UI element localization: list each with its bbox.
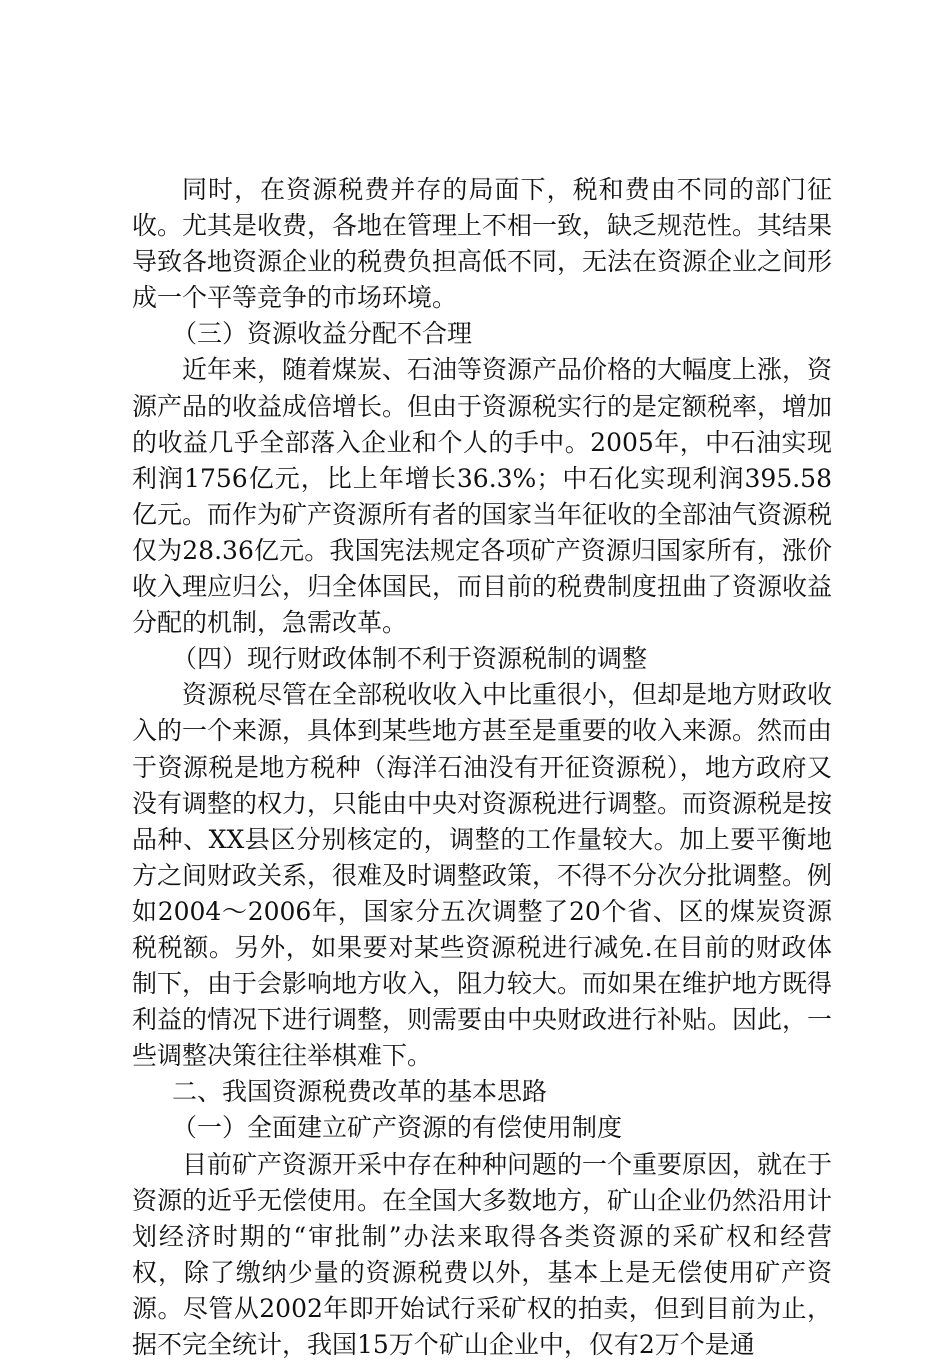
section-heading-fiscal-system: （四）现行财政体制不利于资源税制的调整 — [172, 644, 648, 674]
chapter-heading-reform-ideas: 二、我国资源税费改革的基本思路 — [172, 1077, 548, 1107]
paragraph-revenue-distribution: 近年来，随着煤炭、石油等资源产品价格的大幅度上涨，资源产品的收益成倍增长。但由于资源税实行的是定额税率，增加的收益几乎全部落入企业和个人的手中。2005年，中石油实现利润1756亿元，比上年增长36.3%；中石化实现利润395.58亿元。而作为矿产资源所有者的国家当年征收的全部油气资源税仅为28.36亿元。我国宪法规定各项矿产资源归国家所有，涨价收入理应归公，归全体国民，而目前的税费制度扭曲了资源收益分配的机制，急需改革。 — [132, 355, 833, 638]
paragraph-tax-fee-coexistence: 同时，在资源税费并存的局面下，税和费由不同的部门征收。尤其是收费，各地在管理上不相一致，缺乏规范性。其结果导致各地资源企业的税费负担高低不同，无法在资源企业之间形成一个平等竞争的市场环境。 — [132, 175, 833, 313]
document-page — [132, 172, 832, 1363]
paragraph-paid-use-system: 目前矿产资源开采中存在种种问题的一个重要原因，就在于资源的近乎无偿使用。在全国大多数地方，矿山企业仍然沿用计划经济时期的“审批制”办法来取得各类资源的采矿权和经营权，除了缴纳少量的资源税费以外，基本上是无偿使用矿产资源。尽管从2002年即开始试行采矿权的拍卖，但到目前为止，据不完全统计，我国15万个矿山企业中，仅有2万个是通 — [132, 1149, 833, 1359]
section-heading-revenue-distribution: （三）资源收益分配不合理 — [172, 319, 473, 349]
section-heading-paid-use-system: （一）全面建立矿产资源的有偿使用制度 — [172, 1113, 623, 1143]
paragraph-fiscal-system: 资源税尽管在全部税收收入中比重很小，但却是地方财政收入的一个来源，具体到某些地方甚至是重要的收入来源。然而由于资源税是地方税种（海洋石油没有开征资源税），地方政府又没有调整的权力，只能由中央对资源税进行调整。而资源税是按品种、XX县区分别核定的，调整的工作量较大。加上要平衡地方之间财政关系，很难及时调整政策，不得不分次分批调整。例如2004～2006年，国家分五次调整了20个省、区的煤炭资源税税额。另外，如果要对某些资源税进行减免.在目前的财政体制下，由于会影响地方收入，阻力较大。而如果在维护地方既得利益的情况下进行调整，则需要由中央财政进行补贴。因此，一些调整决策往往举棋难下。 — [132, 680, 833, 1071]
